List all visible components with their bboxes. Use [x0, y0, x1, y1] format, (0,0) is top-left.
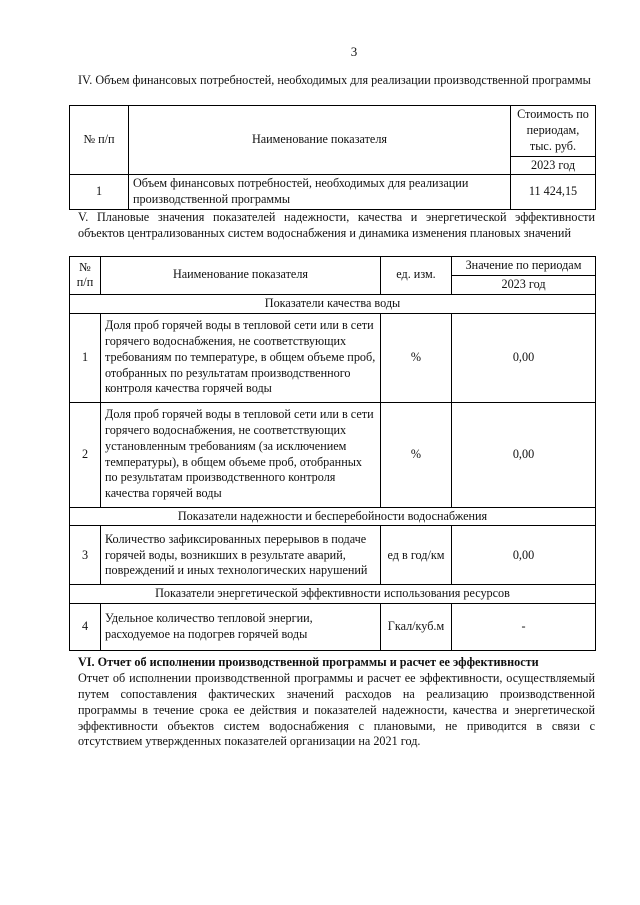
group-title-energy: Показатели энергетической эффективности использования ресурсов: [70, 585, 596, 604]
row-value: 0,00: [452, 402, 596, 507]
row-name: Доля проб горячей воды в тепловой сети или в сети горячего водоснабжения, не соответствующих требованиям по температуре, в общем объеме проб, отобранных по результатам производственного контроля качества горячей воды: [101, 313, 381, 402]
row-unit: %: [381, 402, 452, 507]
table-row: [70, 604, 596, 651]
table-row: [70, 526, 596, 585]
section-6-paragraph: Отчет об исполнении производственной программы и расчет ее эффективности, осуществляемый путем сопоставления фактических значений расходов на реализацию производственной программы в течение срока ее действия и показателей надежности, качества и энергетической эффективности объектов систем водоснабжения с плановыми, не приводится в связи с отсутствием утвержденных показателей организации на 2021 год.: [78, 671, 595, 749]
table-row: [70, 313, 596, 402]
table-row: [70, 402, 596, 507]
col-header-year: 2023 год: [452, 275, 596, 294]
row-unit: ед в год/км: [381, 526, 452, 585]
row-name: Объем финансовых потребностей, необходимых для реализации производственной программы: [129, 175, 511, 210]
financial-needs-table: [69, 105, 596, 210]
col-header-value: Значение по периодам: [452, 257, 596, 276]
row-value: -: [452, 604, 596, 651]
row-num: 2: [70, 402, 101, 507]
col-header-num: № п/п: [70, 257, 101, 295]
section-5-heading: V. Плановые значения показателей надежности, качества и энергетической эффективности объектов централизованных систем водоснабжения и динамика изменения плановых значений: [78, 210, 595, 240]
row-name: Удельное количество тепловой энергии, расходуемое на подогрев горячей воды: [101, 604, 381, 651]
group-title-reliability: Показатели надежности и бесперебойности водоснабжения: [70, 507, 596, 526]
col-header-year: 2023 год: [511, 156, 596, 175]
row-value: 11 424,15: [511, 175, 596, 210]
group-title-quality: Показатели качества воды: [70, 294, 596, 313]
col-header-name: Наименование показателя: [129, 106, 511, 175]
row-num: 4: [70, 604, 101, 651]
row-unit: Гкал/куб.м: [381, 604, 452, 651]
col-header-unit: ед. изм.: [381, 257, 452, 295]
col-header-num: № п/п: [70, 106, 129, 175]
section-6-heading: VI. Отчет об исполнении производственной программы и расчет ее эффективности: [78, 655, 539, 669]
row-num: 3: [70, 526, 101, 585]
indicators-table: [69, 256, 596, 651]
table-row: [70, 175, 596, 210]
row-unit: %: [381, 313, 452, 402]
row-name: Доля проб горячей воды в тепловой сети или в сети горячего водоснабжения, не соответствующих установленным требованиям (за исключением температуры), в общем объеме проб, отобранных по результатам производственного контроля качества горячей воды: [101, 402, 381, 507]
col-header-cost: Стоимость по периодам, тыс. руб.: [511, 106, 596, 157]
row-num: 1: [70, 313, 101, 402]
page-number: 3: [350, 44, 358, 59]
row-num: 1: [70, 175, 129, 210]
row-name: Количество зафиксированных перерывов в подаче горячей воды, возникших в результате аварий, повреждений и иных технологических нарушений: [101, 526, 381, 585]
row-value: 0,00: [452, 313, 596, 402]
col-header-name: Наименование показателя: [101, 257, 381, 295]
row-value: 0,00: [452, 526, 596, 585]
section-4-heading: IV. Объем финансовых потребностей, необходимых для реализации производственной программы: [78, 73, 591, 87]
